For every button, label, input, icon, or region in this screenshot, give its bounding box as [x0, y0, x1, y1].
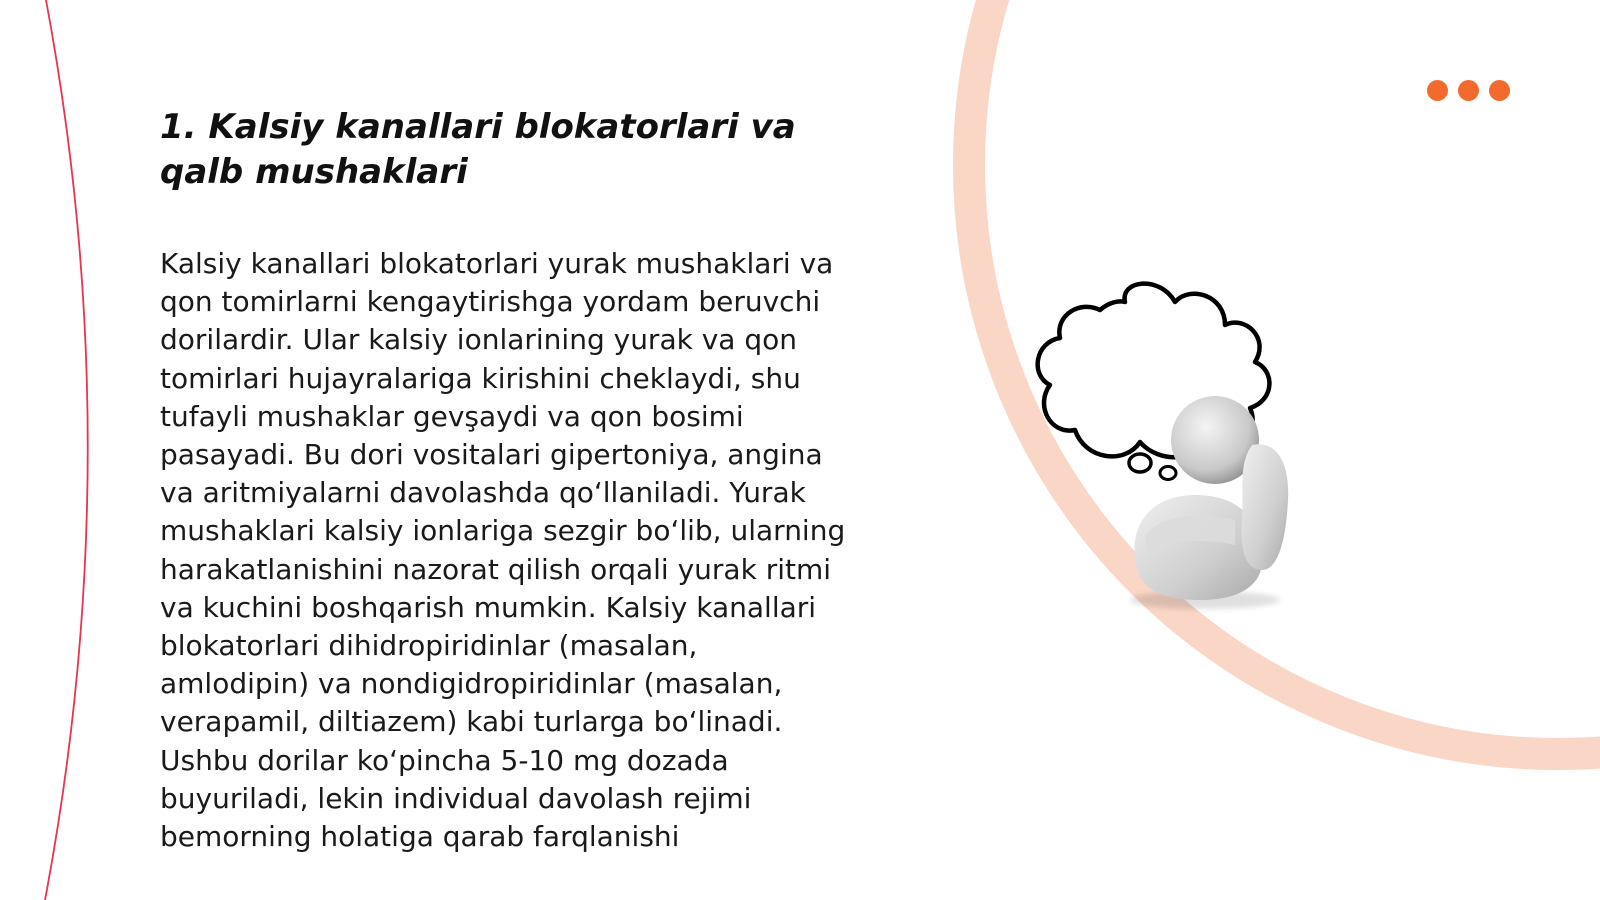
dot	[1427, 80, 1448, 101]
slide-title: 1. Kalsiy kanallari blokatorlari va qalb mushaklari	[160, 107, 796, 192]
three-dots-icon	[1427, 80, 1510, 101]
dot	[1489, 80, 1510, 101]
slide-body-text: Kalsiy kanallari blokatorlari yurak mushaklari va qon tomirlarni kengaytirishga yordam beruvchi dorilardir. Ular kalsiy ionlarining yurak va qon tomirlari hujayralariga kirishini cheklaydi, shu tufayli mushaklar gevşaydi va qon bosimi pasayadi. Bu dori vositalari gipertoniya, angina va aritmiyalarni davolashda qo‘llaniladi. Yurak mushaklari kalsiy ionlariga sezgir bo‘lib, ularning harakatlanishini nazorat qilish orqali yurak ritmi va kuchini boshqarish mumkin. Kalsiy kanallari blokatorlari dihidropiridinlar (masalan, amlodipin) va nondigidropiridinlar (masalan, verapamil, diltiazem) kabi turlarga bo‘linadi. Ushbu dorilar ko‘pincha 5-10 mg dozada buyuriladi, lekin individual davolash rejimi bemorning holatiga qarab farqlanishi	[160, 247, 846, 854]
thinking-person-illustration	[1030, 270, 1360, 620]
left-curve-decoration	[0, 0, 120, 900]
dot	[1458, 80, 1479, 101]
